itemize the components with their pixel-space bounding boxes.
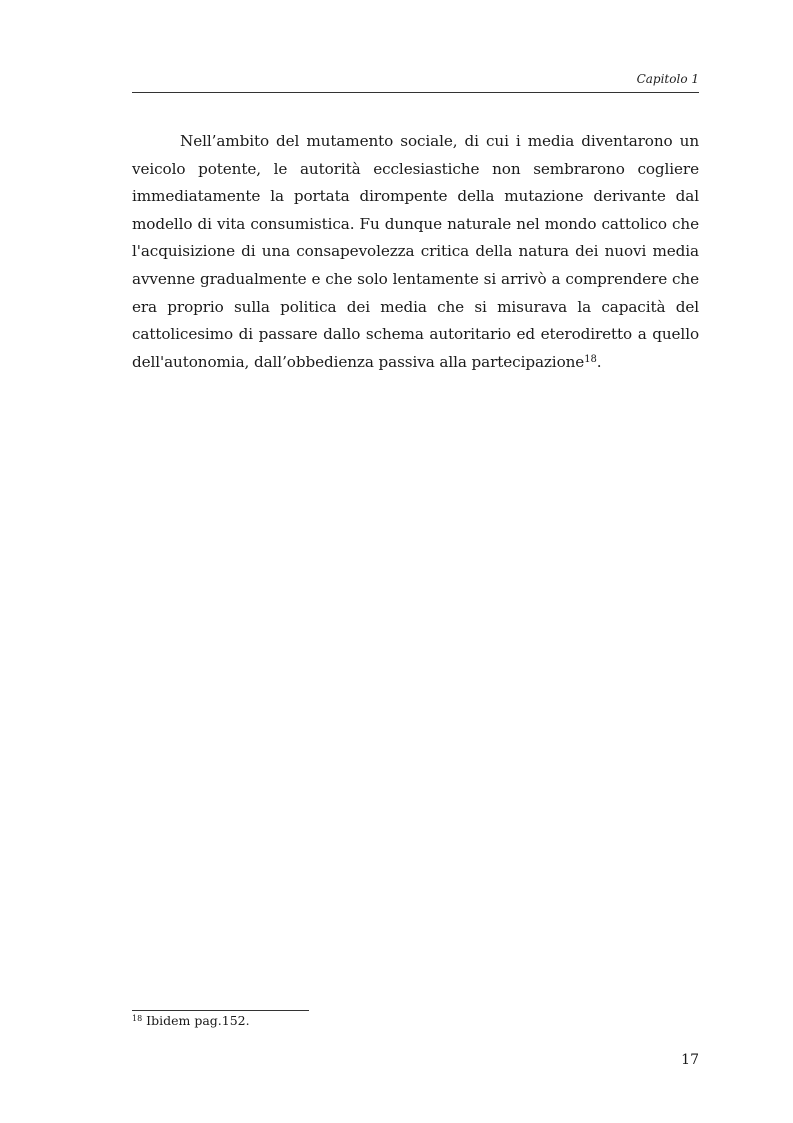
footnote <box>132 1013 699 1029</box>
paragraph-text: Nell’ambito del mutamento sociale, di cui i media diventarono un veicolo potente, le autorità ecclesiastiche non sembrarono cogliere immediatamente la portata dirompente della mutazione derivante dal modello di vita consumistica. Fu dunque naturale nel mondo cattolico che l'acquisizione di una consapevolezza critica della natura dei nuovi media avvenne gradualmente e che solo lentamente si arrivò a comprendere che era proprio sulla politica dei media che si misurava la capacità del cattolicesimo di passare dallo schema autoritario ed eterodiretto a quello dell'autonomia, dall’obbedienza passiva alla partecipazione <box>132 132 699 371</box>
footnote-reference[interactable]: 18 <box>584 353 597 365</box>
header-rule <box>132 92 699 93</box>
body-paragraph <box>132 128 699 376</box>
footnote-separator <box>132 1010 309 1011</box>
page-number: 17 <box>681 1052 699 1068</box>
footnote-text: Ibidem pag.152. <box>142 1013 250 1028</box>
running-header: Capitolo 1 <box>636 72 699 86</box>
paragraph-end: . <box>596 352 602 371</box>
footnote-number: 18 <box>132 1014 143 1023</box>
